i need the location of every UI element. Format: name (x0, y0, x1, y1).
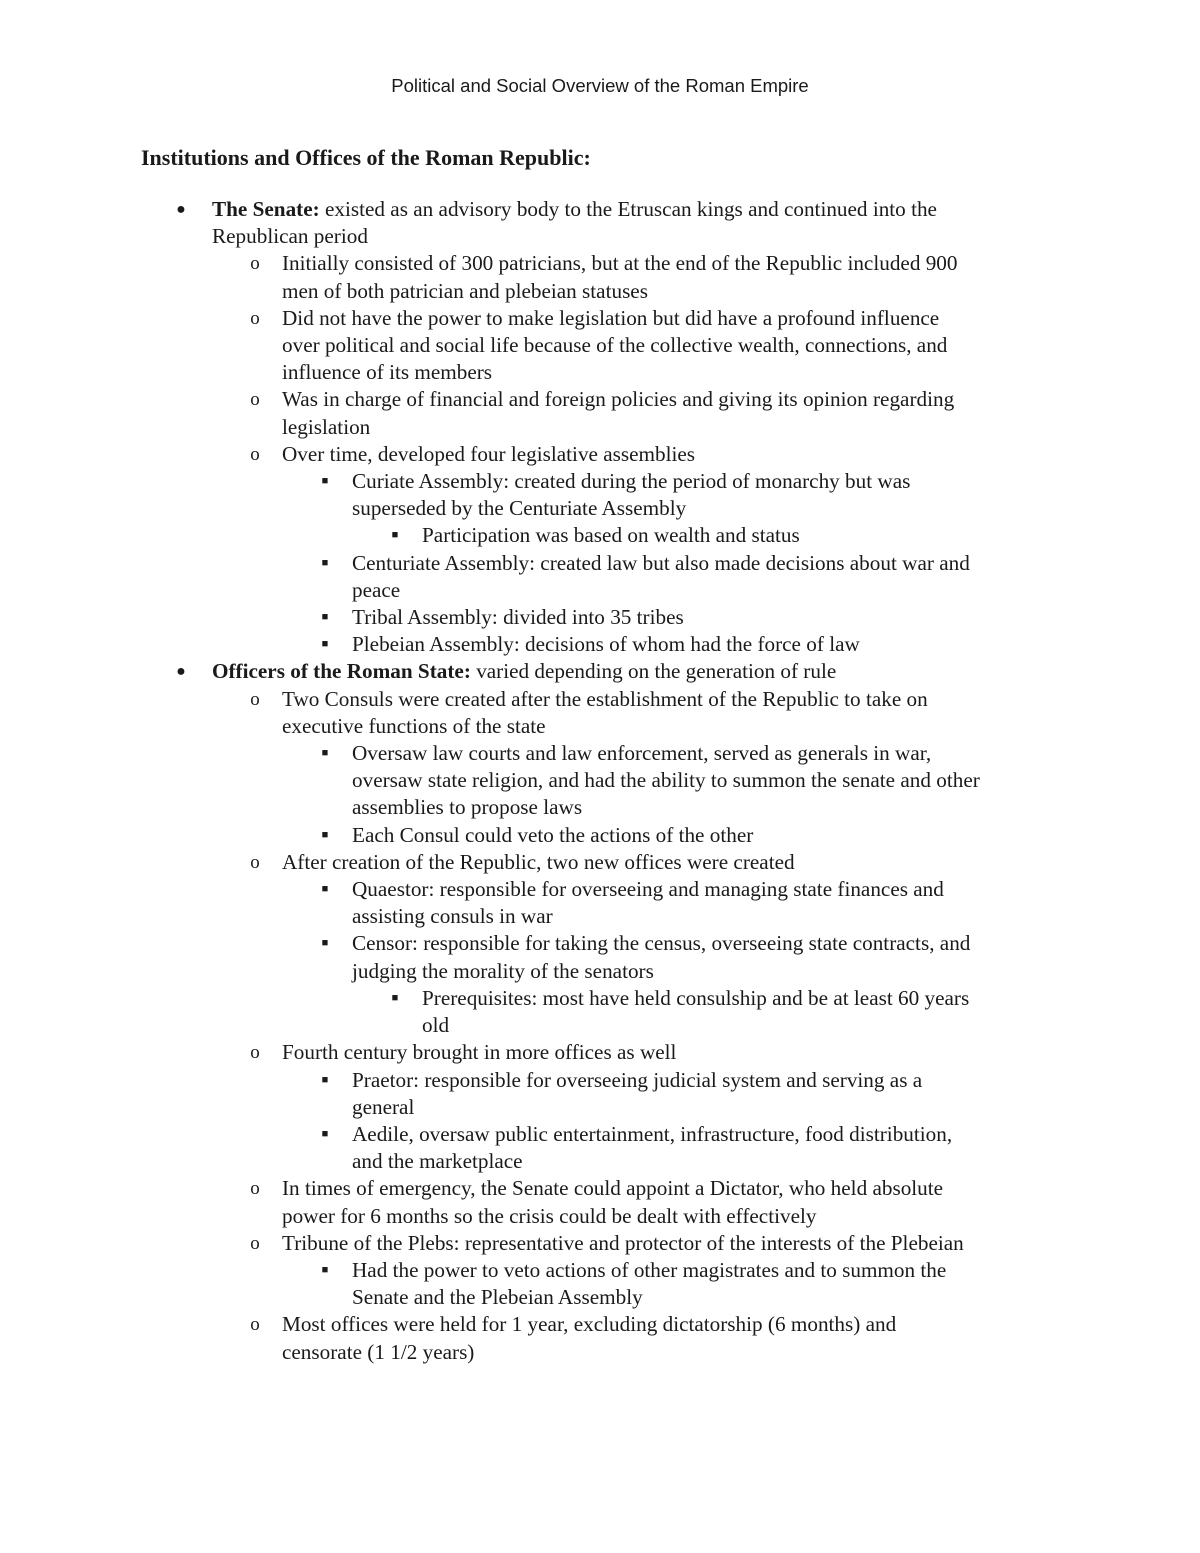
bullet-marker-icon: ■ (321, 611, 329, 624)
bullet-marker-icon: ■ (321, 1263, 329, 1276)
list-item-text: Centuriate Assembly: created law but also made decisions about war and (352, 550, 970, 575)
list-item-text: Over time, developed four legislative assemblies (282, 441, 696, 466)
list-item-text: influence of its members (282, 360, 493, 385)
list-item-text: Did not have the power to make legislation but did have a profound influence (282, 305, 940, 330)
list-item-text: Initially consisted of 300 patricians, but at the end of the Republic included 900 (282, 251, 958, 276)
list-item-text: executive functions of the state (282, 713, 546, 738)
list-item-text: varied depending on the generation of rule (470, 659, 837, 684)
list-item-continuation (0, 223, 1200, 250)
list-item-continuation (0, 495, 1200, 522)
list-item (0, 1230, 1200, 1257)
list-item (0, 822, 1200, 849)
list-item-text: Oversaw law courts and law enforcement, served as generals in war, (352, 741, 932, 766)
list-item (0, 305, 1200, 332)
list-item-text: over political and social life because of the collective wealth, connections, and (282, 333, 948, 358)
list-item (0, 686, 1200, 713)
list-item-continuation (0, 767, 1200, 794)
bullet-outline (0, 196, 1200, 1366)
bullet-marker-icon: o (250, 1232, 260, 1254)
bullet-marker-icon: o (250, 389, 260, 411)
list-item-text: Each Consul could veto the actions of the other (352, 822, 754, 847)
list-item-continuation (0, 1148, 1200, 1175)
list-item-text: Republican period (212, 224, 368, 249)
list-item-continuation (0, 1094, 1200, 1121)
list-item-text: assisting consuls in war (352, 904, 553, 929)
list-item-continuation (0, 332, 1200, 359)
list-item (0, 1039, 1200, 1066)
list-item-text: power for 6 months so the crisis could be dealt with effectively (282, 1203, 817, 1228)
list-item-text: Fourth century brought in more offices as well (282, 1040, 677, 1065)
list-item-text: men of both patrician and plebeian statuses (282, 278, 648, 303)
list-item-text: old (422, 1013, 450, 1038)
bullet-marker-icon: ■ (321, 475, 329, 488)
list-item-text: Quaestor: responsible for overseeing and managing state finances and (352, 877, 944, 902)
list-item (0, 604, 1200, 631)
list-item-text: After creation of the Republic, two new offices were created (282, 849, 795, 874)
bullet-marker-icon: ■ (321, 828, 329, 841)
list-item-text: Tribal Assembly: divided into 35 tribes (352, 605, 684, 630)
list-item-text: Plebeian Assembly: decisions of whom had the force of law (352, 632, 860, 657)
list-item-text: Censor: responsible for taking the census, overseeing state contracts, and (352, 931, 971, 956)
list-item (0, 1257, 1200, 1284)
bullet-marker-icon: o (250, 253, 260, 275)
list-item (0, 386, 1200, 413)
list-item-text: Participation was based on wealth and status (422, 523, 800, 548)
bullet-marker-icon: o (250, 688, 260, 710)
bullet-marker-icon: ■ (321, 747, 329, 760)
list-item (0, 1175, 1200, 1202)
list-item (0, 550, 1200, 577)
list-item-text: existed as an advisory body to the Etruscan kings and continued into the (319, 197, 937, 221)
list-item-continuation (0, 278, 1200, 305)
list-item-text: Tribune of the Plebs: representative and protector of the interests of the Plebeian (282, 1230, 964, 1255)
bullet-marker-icon: o (250, 1314, 260, 1336)
list-item (0, 1067, 1200, 1094)
list-item-text: and the marketplace (352, 1149, 523, 1174)
list-item-text: Was in charge of financial and foreign policies and giving its opinion regarding (282, 387, 955, 412)
bullet-marker-icon: ■ (321, 937, 329, 950)
list-item-text: In times of emergency, the Senate could appoint a Dictator, who held absolute (282, 1176, 944, 1201)
list-item (0, 876, 1200, 903)
list-item-term: The Senate: (212, 197, 320, 221)
bullet-marker-icon: ● (176, 663, 186, 681)
list-item-text: judging the morality of the senators (352, 958, 654, 983)
list-item-continuation (0, 414, 1200, 441)
list-item-continuation (0, 1203, 1200, 1230)
list-item (0, 930, 1200, 957)
bullet-marker-icon: o (250, 1178, 260, 1200)
list-item-text: legislation (282, 414, 371, 439)
list-item (0, 250, 1200, 277)
list-item-text: Prerequisites: most have held consulship and be at least 60 years (422, 985, 970, 1010)
page-header: Political and Social Overview of the Roman Empire (391, 75, 809, 96)
list-item-continuation (0, 794, 1200, 821)
bullet-marker-icon: ■ (391, 991, 399, 1004)
list-item-continuation (0, 359, 1200, 386)
list-item (0, 1311, 1200, 1338)
list-item-text: general (352, 1094, 415, 1119)
list-item-continuation (0, 958, 1200, 985)
list-item-continuation (0, 1339, 1200, 1366)
list-item (0, 631, 1200, 658)
list-item-continuation (0, 903, 1200, 930)
list-item-continuation (0, 1284, 1200, 1311)
bullet-marker-icon: ■ (321, 1073, 329, 1086)
list-item-text: Had the power to veto actions of other magistrates and to summon the (352, 1257, 947, 1282)
list-item-text: Senate and the Plebeian Assembly (352, 1285, 643, 1310)
bullet-marker-icon: o (250, 1042, 260, 1064)
bullet-marker-icon: ■ (391, 529, 399, 542)
bullet-marker-icon: ■ (321, 883, 329, 896)
bullet-marker-icon: ■ (321, 1127, 329, 1140)
list-item (0, 985, 1200, 1012)
bullet-marker-icon: o (250, 443, 260, 465)
list-item (0, 196, 1200, 223)
list-item (0, 1121, 1200, 1148)
list-item (0, 441, 1200, 468)
list-item-text: Aedile, oversaw public entertainment, infrastructure, food distribution, (352, 1121, 953, 1146)
list-item (0, 849, 1200, 876)
list-item-text: Two Consuls were created after the establishment of the Republic to take on (282, 686, 928, 711)
list-item-continuation (0, 713, 1200, 740)
list-item-continuation (0, 1012, 1200, 1039)
list-item-continuation (0, 577, 1200, 604)
list-item-term: Officers of the Roman State: (212, 659, 471, 684)
section-heading: Institutions and Offices of the Roman Republic: (141, 145, 591, 170)
list-item-text: assemblies to propose laws (352, 795, 583, 820)
list-item-text: superseded by the Centuriate Assembly (352, 496, 687, 521)
bullet-marker-icon: ● (176, 201, 186, 218)
list-item (0, 468, 1200, 495)
bullet-marker-icon: o (250, 307, 260, 329)
list-item-text: Most offices were held for 1 year, excluding dictatorship (6 months) and (282, 1312, 897, 1337)
bullet-marker-icon: ■ (321, 638, 329, 651)
list-item (0, 658, 1200, 685)
list-item-text: Curiate Assembly: created during the period of monarchy but was (352, 469, 911, 494)
list-item-text: peace (352, 577, 401, 602)
list-item-text: censorate (1 1/2 years) (282, 1339, 475, 1364)
bullet-marker-icon: ■ (321, 556, 329, 569)
bullet-marker-icon: o (250, 851, 260, 873)
list-item-text: Praetor: responsible for overseeing judicial system and serving as a (352, 1067, 923, 1092)
list-item (0, 522, 1200, 549)
list-item (0, 740, 1200, 767)
list-item-text: oversaw state religion, and had the ability to summon the senate and other (352, 768, 980, 793)
